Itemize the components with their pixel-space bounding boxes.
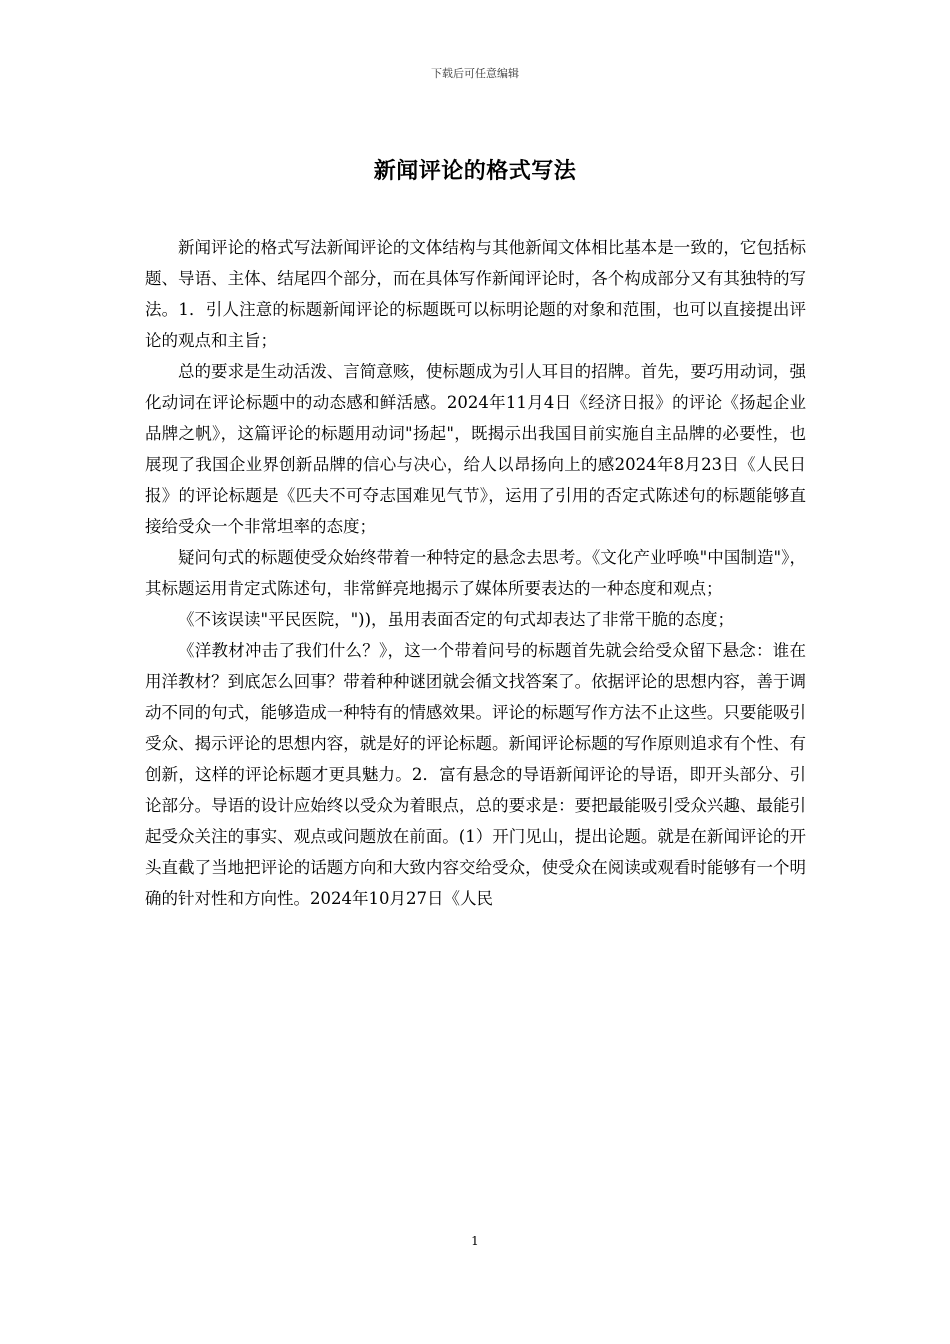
- body-paragraph: 《洋教材冲击了我们什么？》，这一个带着问号的标题首先就会给受众留下悬念：谁在用洋教材？到底怎么回事？带着种种谜团就会循文找答案了。依据评论的思想内容，善于调动不同的句式，能够造成一种特有的情感效果。评论的标题写作方法不止这些。只要能吸引受众、揭示评论的思想内容，就是好的评论标题。新闻评论标题的写作原则追求有个性、有创新，这样的评论标题才更具魅力。2．富有悬念的导语新闻评论的导语，即开头部分、引论部分。导语的设计应始终以受众为着眼点，总的要求是：要把最能吸引受众兴趣、最能引起受众关注的事实、观点或问题放在前面。(1）开门见山，提出论题。就是在新闻评论的开头直截了当地把评论的话题方向和大致内容交给受众，使受众在阅读或观看时能够有一个明确的针对性和方向性。2024年10月27日《人民: [145, 641, 806, 908]
- body-paragraph: 《不该误读"平民医院，"))，虽用表面否定的句式却表达了非常干脆的态度；: [178, 610, 735, 629]
- body-paragraph: 新闻评论的格式写法新闻评论的文体结构与其他新闻文体相比基本是一致的，它包括标题、导语、主体、结尾四个部分，而在具体写作新闻评论时，各个构成部分又有其独特的写法。1．引人注意的标题新闻评论的标题既可以标明论题的对象和范围，也可以直接提出评论的观点和主旨；: [145, 238, 806, 350]
- body-paragraph: 总的要求是生动活泼、言简意赅，使标题成为引人耳目的招牌。首先，要巧用动词，强化动词在评论标题中的动态感和鲜活感。2024年11月4日《经济日报》的评论《扬起企业品牌之帆》，这篇评论的标题用动词"扬起"，既揭示出我国目前实施自主品牌的必要性，也展现了我国企业界创新品牌的信心与决心，给人以昂扬向上的感2024年8月23日《人民日报》的评论标题是《匹夫不可夺志国难见气节》，运用了引用的否定式陈述句的标题能够直接给受众一个非常坦率的态度；: [145, 362, 806, 536]
- page-number: 1: [471, 1234, 479, 1248]
- page-header-note: 下载后可任意编辑: [431, 67, 519, 80]
- document-body: [145, 232, 806, 914]
- body-paragraph: 疑问句式的标题使受众始终带着一种特定的悬念去思考。《文化产业呼唤"中国制造"》，其标题运用肯定式陈述句，非常鲜亮地揭示了媒体所要表达的一种态度和观点；: [145, 548, 806, 598]
- document-title: 新闻评论的格式写法: [373, 158, 577, 184]
